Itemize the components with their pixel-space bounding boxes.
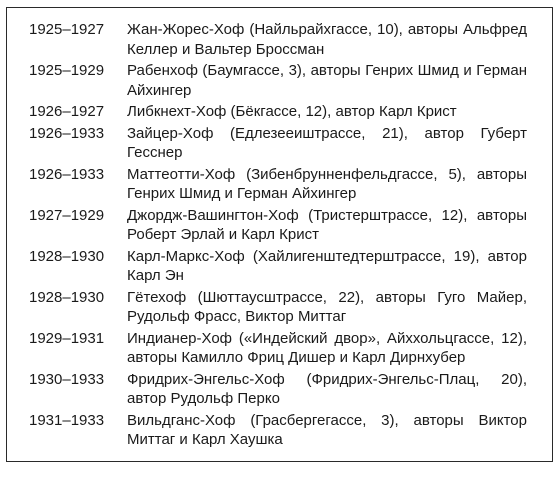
entry-text: Гётехоф (Шюттаусштрассе, 22), авторы Гуго Майер, Рудольф Фрасс, Виктор Миттаг [127,288,527,325]
list-item [7,124,552,163]
entry-years: 1928–1930 [29,247,105,265]
entry-years: 1926–1933 [29,124,105,142]
entry-years: 1927–1929 [29,206,105,224]
list-item [7,102,552,122]
entry-text: Джордж-Вашингтон-Хоф (Тристерштрассе, 12), авторы Роберт Эрлай и Карл Крист [127,206,527,243]
list-item [7,411,552,450]
list-item [7,288,552,327]
list-item [7,206,552,245]
entry-text: Фридрих-Энгельс-Хоф (Фридрих-Энгельс-Плац, 20), автор Рудольф Перко [127,370,527,407]
entry-text: Вильдганс-Хоф (Грасбергегассе, 3), авторы Виктор Миттаг и Карл Хаушка [127,411,527,448]
list-item [7,61,552,100]
entry-years: 1929–1931 [29,329,105,347]
list-item [7,370,552,409]
entry-text: Либкнехт-Хоф (Бёкгассе, 12), автор Карл Крист [127,103,457,120]
entry-text: Индианер-Хоф («Индейский двор», Айххольцгассе, 12), авторы Камилло Фриц Дишер и Карл Дирнхубер [127,329,527,366]
entry-years: 1926–1927 [29,103,105,120]
entry-years: 1930–1933 [29,370,105,388]
entry-years: 1926–1933 [29,165,105,183]
table-frame [6,7,553,462]
entry-text: Карл-Маркс-Хоф (Хайлигенштедтерштрассе, 19), автор Карл Эн [127,247,527,284]
entry-text: Рабенхоф (Баумгассе, 3), авторы Генрих Шмид и Герман Айхингер [127,62,527,99]
list-item [7,329,552,368]
entry-years: 1925–1929 [29,62,105,79]
entry-years: 1928–1930 [29,288,105,306]
list-item [7,20,552,59]
list-item [7,247,552,286]
entry-years: 1931–1933 [29,411,105,429]
entry-text: Зайцер-Хоф (Едлезееиштрассе, 21), автор Губерт Гесснер [127,124,527,161]
entry-years: 1925–1927 [29,21,105,38]
entry-text: Маттеотти-Хоф (Зибенбрунненфельдгассе, 5), авторы Генрих Шмид и Герман Айхингер [127,165,527,202]
entry-text: Жан-Жорес-Хоф (Найльрайхгассе, 10), авторы Альфред Келлер и Вальтер Броссман [127,21,527,58]
entries-list [7,20,552,452]
list-item [7,165,552,204]
